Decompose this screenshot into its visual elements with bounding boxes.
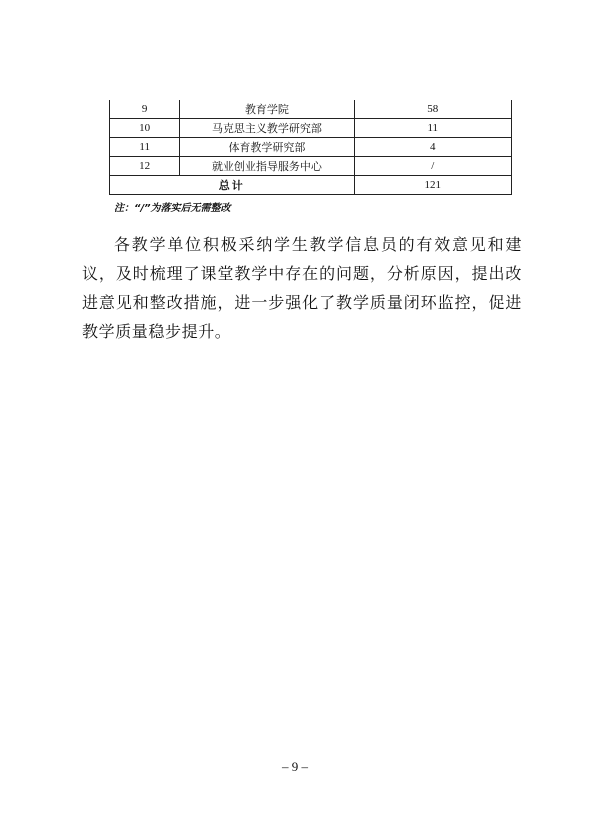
- count-value: 4: [354, 138, 511, 157]
- table-row: [110, 119, 512, 138]
- unit-name: 体育教学研究部: [180, 138, 354, 157]
- table-row: [110, 100, 512, 119]
- row-number: 12: [110, 157, 180, 176]
- page-number: – 9 –: [282, 759, 308, 774]
- total-label: 总计: [110, 176, 355, 195]
- unit-name: 教育学院: [180, 100, 354, 119]
- table-row: [110, 138, 512, 157]
- row-number: 11: [110, 138, 180, 157]
- row-number: 9: [110, 100, 180, 119]
- table-row: [110, 157, 512, 176]
- table-note: 注：“/”为落实后无需整改: [114, 203, 231, 214]
- total-value: 121: [354, 176, 511, 195]
- row-number: 10: [110, 119, 180, 138]
- statistics-table: [109, 100, 512, 195]
- unit-name: 就业创业指导服务中心: [180, 157, 354, 176]
- unit-name: 马克思主义教学研究部: [180, 119, 354, 138]
- count-value: 58: [354, 100, 511, 119]
- total-row: [110, 176, 512, 195]
- body-paragraph: 各教学单位积极采纳学生教学信息员的有效意见和建议，及时梳理了课堂教学中存在的问题，分析原因，提出改进意见和整改措施，进一步强化了教学质量闭环监控，促进教学质量稳步提升。: [82, 235, 522, 341]
- count-value: /: [354, 157, 511, 176]
- count-value: 11: [354, 119, 511, 138]
